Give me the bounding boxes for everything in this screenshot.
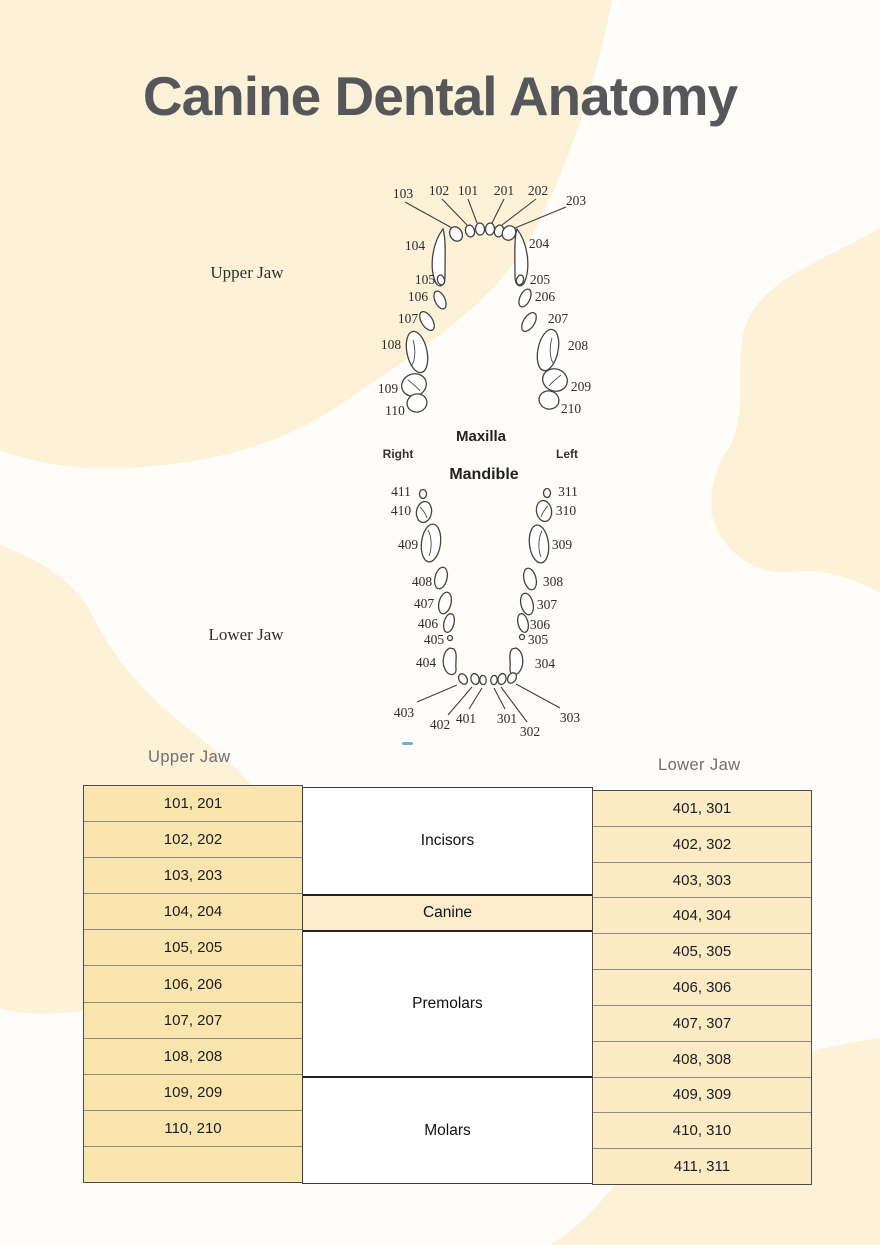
tooth-number-label: 402	[429, 717, 451, 732]
lower-jaw-cell: 407, 307	[593, 1006, 811, 1042]
tooth-number-label: 210	[560, 401, 582, 416]
tooth-number-label: 202	[527, 183, 549, 198]
category-cell-incisors: Incisors	[303, 788, 592, 896]
lower-jaw-cell: 401, 301	[593, 791, 811, 827]
lower-jaw-cell: 411, 311	[593, 1149, 811, 1184]
tooth-number-label: 307	[536, 597, 558, 612]
upper-jaw-table-header: Upper Jaw	[148, 748, 231, 766]
upper-jaw-cell: 109, 209	[84, 1075, 302, 1111]
tooth-number-label: 108	[380, 337, 402, 352]
upper-jaw-cell: 101, 201	[84, 786, 302, 822]
tooth-number-label: 409	[397, 537, 419, 552]
tooth-number-label: 410	[390, 503, 412, 518]
tooth-number-label: 311	[558, 484, 578, 499]
upper-jaw-cell	[84, 1147, 302, 1182]
lower-jaw-table	[592, 790, 812, 1185]
tooth-number-label: 310	[555, 503, 577, 518]
right-label: Right	[382, 447, 414, 461]
lower-jaw-side-label: Lower Jaw	[208, 625, 284, 644]
page-title: Canine Dental Anatomy	[142, 65, 738, 127]
tooth-number-label: 203	[565, 193, 587, 208]
upper-jaw-cell: 107, 207	[84, 1003, 302, 1039]
tooth-number-label: 301	[496, 711, 518, 726]
tooth-number-label: 103	[392, 186, 414, 201]
tooth-number-label: 411	[391, 484, 411, 499]
tooth-number-label: 408	[411, 574, 433, 589]
tooth-category-table	[302, 787, 593, 1184]
tooth-number-label: 406	[417, 616, 439, 631]
tooth-number-label: 403	[393, 705, 415, 720]
tooth-number-label: 208	[567, 338, 589, 353]
category-cell-premolars: Premolars	[303, 932, 592, 1078]
tooth-number-label: 308	[542, 574, 564, 589]
canine-teeth-diagram	[180, 175, 620, 750]
tooth-number-label: 106	[407, 289, 429, 304]
lower-jaw-table-header: Lower Jaw	[658, 756, 741, 774]
upper-jaw-side-label: Upper Jaw	[210, 263, 284, 282]
category-cell-canine: Canine	[303, 896, 592, 932]
tooth-number-label: 401	[455, 711, 477, 726]
tooth-number-label: 304	[534, 656, 556, 671]
upper-jaw-cell: 110, 210	[84, 1111, 302, 1147]
mandible-label: Mandible	[449, 466, 519, 483]
upper-incisor-pointer-lines	[405, 199, 566, 228]
tooth-number-label: 405	[423, 632, 445, 647]
tooth-number-label: 109	[377, 381, 399, 396]
tooth-number-label: 309	[551, 537, 573, 552]
upper-jaw-cell: 104, 204	[84, 894, 302, 930]
tooth-number-label: 105	[414, 272, 436, 287]
tooth-number-label: 104	[404, 238, 426, 253]
tooth-number-label: 204	[528, 236, 550, 251]
tooth-number-label: 407	[413, 596, 435, 611]
tooth-number-label: 206	[534, 289, 556, 304]
upper-jaw-cell: 108, 208	[84, 1039, 302, 1075]
tooth-number-label: 404	[415, 655, 437, 670]
tooth-number-label: 209	[570, 379, 592, 394]
upper-jaw-cell: 103, 203	[84, 858, 302, 894]
lower-jaw-cell: 406, 306	[593, 970, 811, 1006]
tooth-number-label: 107	[397, 311, 419, 326]
tooth-number-label: 207	[547, 311, 569, 326]
lower-jaw-cell: 409, 309	[593, 1078, 811, 1114]
upper-jaw-cell: 106, 206	[84, 966, 302, 1002]
tooth-number-label: 201	[493, 183, 515, 198]
maxilla-label: Maxilla	[455, 428, 507, 445]
tooth-number-label: 102	[428, 183, 450, 198]
category-cell-molars: Molars	[303, 1078, 592, 1183]
upper-jaw-table	[83, 785, 303, 1183]
blob-right-middle	[711, 228, 880, 593]
tooth-number-label: 306	[529, 617, 551, 632]
upper-jaw-cell: 102, 202	[84, 822, 302, 858]
lower-jaw-cell: 403, 303	[593, 863, 811, 899]
lower-jaw-cell: 402, 302	[593, 827, 811, 863]
tooth-number-label: 305	[527, 632, 549, 647]
tooth-number-label: 303	[559, 710, 581, 725]
upper-jaw-cell: 105, 205	[84, 930, 302, 966]
blue-dash-accent	[402, 742, 413, 745]
tooth-number-label: 110	[385, 403, 405, 418]
lower-jaw-cell: 405, 305	[593, 934, 811, 970]
lower-jaw-cell: 410, 310	[593, 1113, 811, 1149]
tooth-number-label: 205	[529, 272, 551, 287]
lower-jaw-cell: 408, 308	[593, 1042, 811, 1078]
lower-jaw-cell: 404, 304	[593, 898, 811, 934]
tooth-number-label: 302	[519, 724, 541, 739]
tooth-number-label: 101	[457, 183, 479, 198]
left-label: Left	[556, 447, 578, 461]
